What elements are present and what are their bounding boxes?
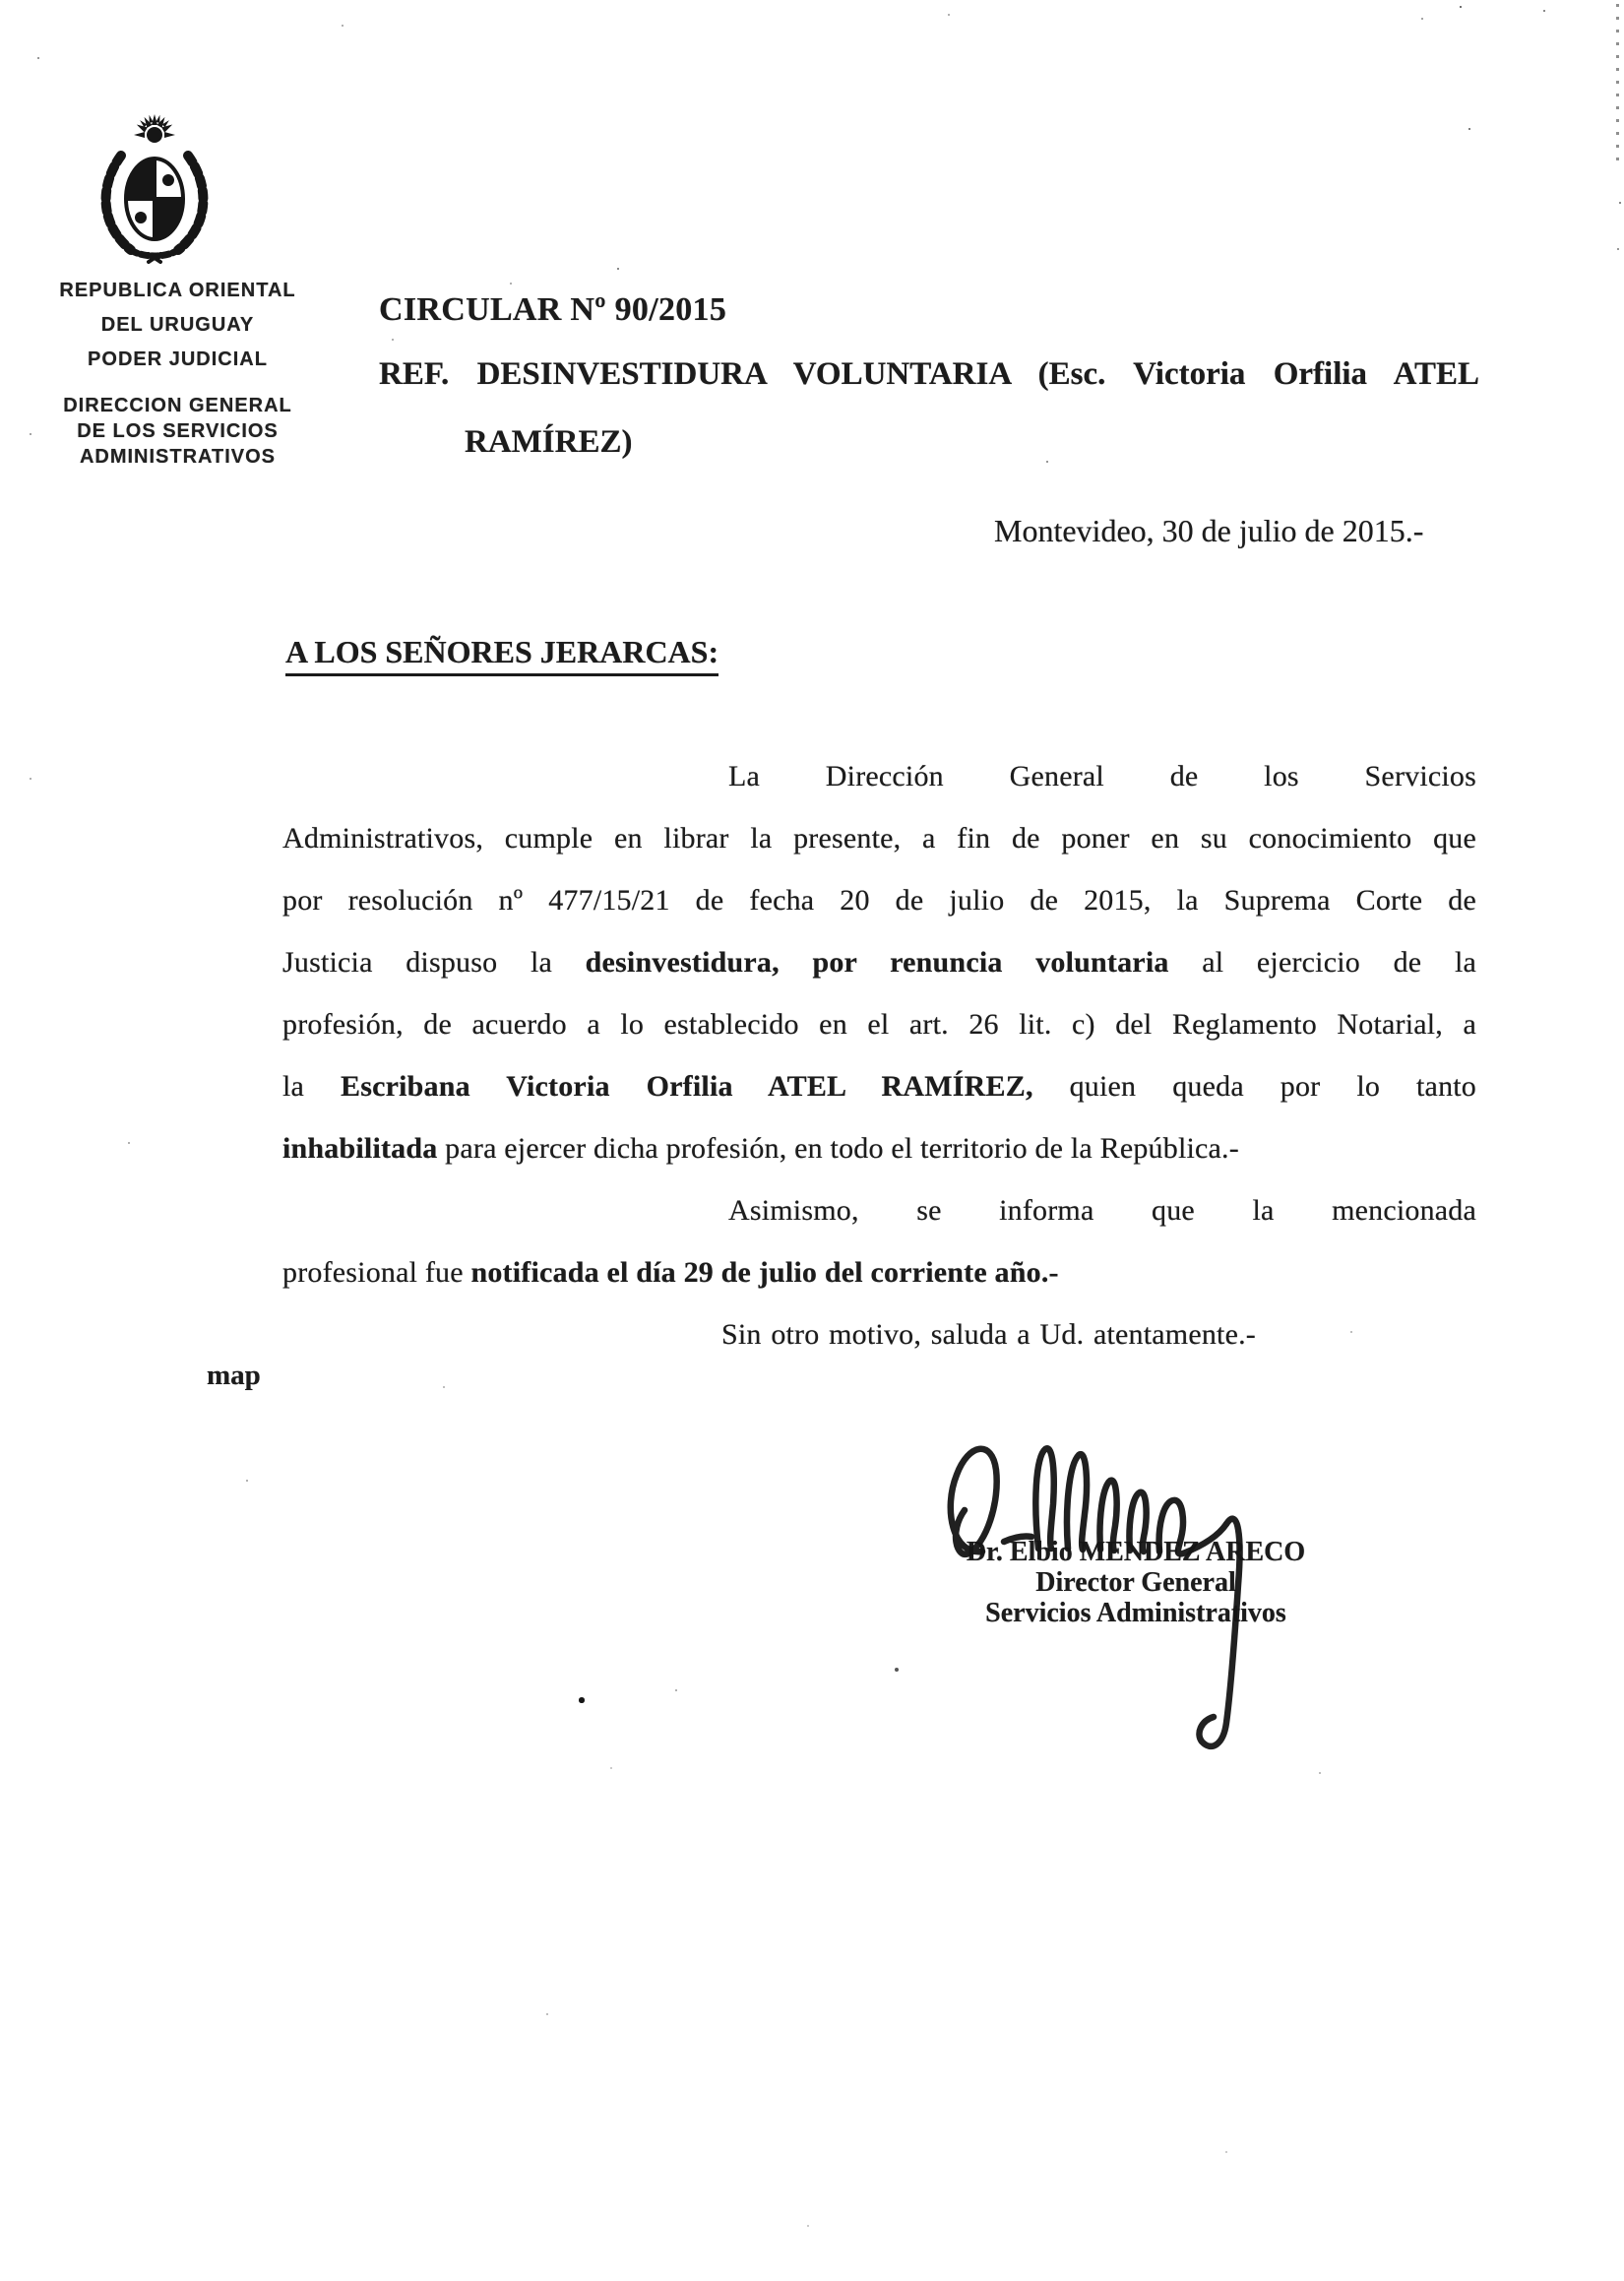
body-segment: quien queda por lo tanto: [1032, 1070, 1476, 1103]
letterhead: [28, 274, 328, 470]
body-line: [282, 931, 1476, 993]
scan-edge-artifact: [1616, 4, 1619, 169]
body-segment: La Dirección General de los Servicios: [728, 760, 1476, 792]
body-segment: Justicia dispuso la: [282, 946, 586, 979]
body-segment: la: [282, 1070, 342, 1103]
letterhead-line-uruguay: DEL URUGUAY: [100, 314, 255, 336]
letterhead-line-administrativos: ADMINISTRATIVOS: [79, 446, 277, 468]
bold-text: inhabilitada: [282, 1132, 438, 1165]
closing-line: [282, 1303, 1476, 1365]
letterhead-line-direccion: DIRECCION GENERAL: [63, 395, 292, 416]
uruguay-coat-of-arms-icon: [92, 108, 218, 266]
body-segment: al ejercicio de la: [1168, 946, 1476, 979]
body-line: [282, 1055, 1476, 1117]
body-line: [282, 1179, 1476, 1241]
body-line: [282, 869, 1476, 931]
body-segment: Administrativos, cumple en librar la presente, a fin de poner en su conocimiento que: [282, 822, 1476, 855]
signer-name: Dr. Elbio MENDEZ ARECO: [966, 1537, 1306, 1567]
salutation: A LOS SEÑORES JERARCAS:: [285, 634, 718, 676]
body-segment: por resolución nº 477/15/21 de fecha 20 de julio de 2015, la Suprema Corte de: [282, 884, 1476, 917]
bold-text: Escribana Victoria Orfilia ATEL RAMÍREZ,: [341, 1070, 1033, 1103]
body-line: [282, 745, 1476, 807]
body-line: [282, 1241, 1476, 1303]
circular-number: CIRCULAR Nº 90/2015: [379, 291, 727, 328]
letterhead-line-poder-judicial: PODER JUDICIAL: [88, 348, 268, 370]
scan-noise-dots: [0, 0, 2, 2]
body-line: [282, 1117, 1476, 1179]
subject-line-1: REF. DESINVESTIDURA VOLUNTARIA (Esc. Victoria Orfilia ATEL: [379, 356, 1479, 392]
letterhead-line-republica: REPUBLICA ORIENTAL: [59, 280, 296, 301]
dateline: Montevideo, 30 de julio de 2015.-: [994, 513, 1424, 548]
typist-initials: map: [207, 1360, 261, 1391]
body-text: [282, 745, 1476, 1365]
bold-text: desinvestidura, por renuncia voluntaria: [585, 946, 1169, 979]
signer-title: Director General: [1035, 1567, 1236, 1598]
body-segment: Sin otro motivo, saluda a Ud. atentamente.-: [721, 1318, 1256, 1351]
body-line: [282, 993, 1476, 1055]
letterhead-line-servicios: DE LOS SERVICIOS: [77, 420, 279, 442]
body-segment: Asimismo, se informa que la mencionada: [728, 1194, 1476, 1227]
body-segment: profesional fue: [282, 1256, 471, 1289]
signer-office: Servicios Administrativos: [985, 1598, 1286, 1628]
body-line: [282, 807, 1476, 869]
subject-line-2: RAMÍREZ): [465, 424, 633, 460]
bold-text: notificada el día 29 de julio del corriente año.-: [470, 1256, 1059, 1289]
body-segment: para ejercer dicha profesión, en todo el territorio de la República.-: [437, 1132, 1239, 1165]
body-segment: profesión, de acuerdo a lo establecido en el art. 26 lit. c) del Reglamento Notarial, a: [282, 1008, 1476, 1041]
signature-block: [939, 1537, 1333, 1628]
